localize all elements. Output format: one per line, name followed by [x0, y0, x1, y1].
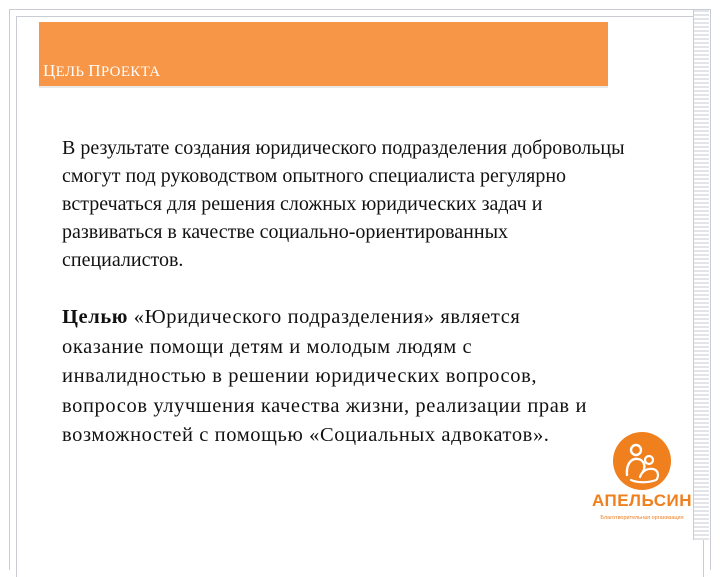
paragraph-goal-lead: Целью: [62, 306, 129, 328]
title-cap-2: П: [88, 61, 101, 80]
logo-wordmark: АПЕЛЬСИН: [591, 491, 693, 510]
title-part-2: РОЕКТА: [100, 64, 161, 80]
family-circle-icon: [612, 431, 672, 491]
slide-title: [43, 61, 160, 81]
paragraph-goal-body: «Юридического подразделения» является оказание помощи детям и молодым людям с инвалидностью в решении юридических вопросов, вопросов улучшения качества жизни, реализации прав и возможностей с помощью «Социальных адвокатов».: [62, 306, 588, 446]
title-part-1: ЕЛЬ: [55, 64, 89, 80]
paragraph-result: В результате создания юридического подразделения добровольцы смогут под руководством опытного специалиста регулярно встречаться для решения сложных юридических задач и развиваться в качестве социально-ориентированных специалистов.: [62, 137, 625, 271]
apelsin-logo: [586, 431, 698, 531]
paragraph-goal: [62, 303, 602, 451]
logo-tagline: Благотворительная организация: [600, 515, 684, 521]
title-band-shadow: [39, 86, 608, 88]
title-cap-1: Ц: [43, 61, 56, 80]
